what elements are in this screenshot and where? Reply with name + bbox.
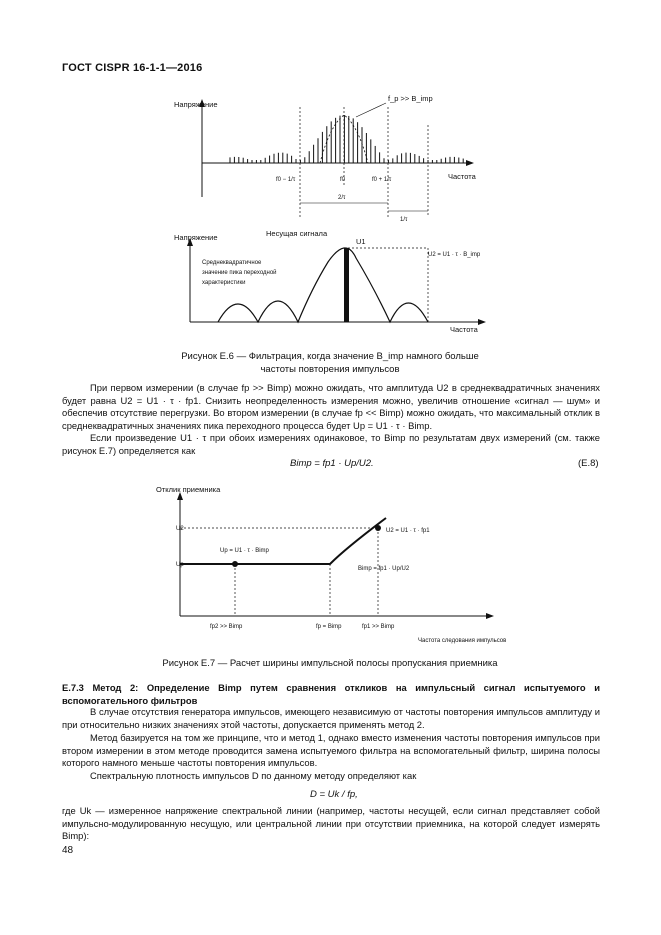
figure-e7-chart: [150, 478, 510, 650]
u2-tick: U2: [176, 526, 184, 532]
span-wide-label: 2/τ: [338, 195, 346, 201]
section-heading: Е.7.3 Метод 2: Определение Bimp путем сравнения откликов на импульсный сигнал испытуемого и вспомогательного фильтров: [62, 682, 600, 706]
label-u2: U2 = U1 · τ · fp1: [386, 528, 430, 534]
y-axis-label: Напряжение: [174, 233, 218, 242]
figure-e7-caption: Рисунок Е.7 — Расчет ширины импульсной полосы пропускания приемника: [162, 658, 498, 669]
x-tick-fp: fp = Bimp: [316, 624, 342, 630]
x-axis-label: Частота: [448, 172, 476, 181]
figure-e6-spectrum: [160, 85, 500, 225]
figure-e6-response: [160, 228, 500, 338]
tick-right: f0 + 1/τ: [372, 177, 392, 183]
spectral-lines: [230, 115, 463, 163]
paragraph-principle: Метод базируется на том же принципе, что и метод 1, однако вместо изменения частоты повторения импульсов при втором измерении в этом методе проводится замена испытуемого фильтра на вспомогательный фильтр, ширина полосы которого намного меньше частоты повторения импульсов.: [62, 732, 600, 769]
tick-left: f0 − 1/τ: [276, 177, 296, 183]
paragraph-method-2: В случае отсутствия генератора импульсов, имеющего независимую от частоты повторения импульсов амплитуду и при относительно низких значениях этой частоты, допускается применять метод 2.: [62, 706, 600, 730]
tick-center: f0: [340, 177, 346, 183]
note-leader: [356, 103, 386, 117]
u2-label: U2 = U1 · τ · B_imp: [428, 252, 481, 258]
x-tick-fp2: fp2 >> Bimp: [210, 624, 243, 630]
paragraph-spectral-density: Спектральную плотность импульсов D по данному методу определяют как: [90, 770, 417, 781]
formula-d: D = Uk / fp,: [310, 789, 358, 800]
page-number: 48: [62, 845, 74, 856]
rms-label-3: характеристики: [202, 280, 246, 286]
carrier-bar: [344, 248, 349, 322]
point-fp2: [232, 561, 238, 567]
span-narrow-label: 1/τ: [400, 217, 408, 223]
x-tick-fp1: fp1 >> Bimp: [362, 624, 395, 630]
x-axis-arrow-icon: [466, 160, 474, 166]
response-curve: [180, 518, 386, 564]
carrier-label: Несущая сигнала: [266, 229, 328, 238]
paragraph-where: где Uk — измеренное напряжение спектральной линии (например, частоты несущей, если сигнал представляет собой импульсно-модулированную несущую, или центральной линии при отсутствии приемника, на которой следует измерять Bimp):: [62, 805, 600, 842]
x-axis-arrow-icon: [478, 319, 486, 325]
u1-label: U1: [356, 237, 366, 246]
x-axis-label: Частота: [450, 325, 478, 334]
note-fp-bimp: f_p >> B_imp: [388, 94, 433, 103]
up-tick: Up: [176, 562, 184, 568]
equation-number-e8: (Е.8): [578, 458, 599, 469]
x-axis-arrow-icon: [486, 613, 494, 619]
label-up: Up = U1 · τ · Bimp: [220, 548, 269, 554]
paragraph-first-measurement: При первом измерении (в случае fp >> Bimp) можно ожидать, что амплитуда U2 в среднеквадратичных значениях будет равна U2 = U1 · τ · fp1. Снизить неопределенность измерения можно, увеличив отношение «сигнал — шум» и обеспечив отсутствие перегрузки. Во втором измерении (в случае fp << Bimp) можно ожидать, что максимальный отклик в среднеквадратичных значениях пика переходного процесса будет Up = U1 · τ · Bimp.: [62, 382, 600, 431]
point-fp1: [375, 525, 381, 531]
formula-e8: Bimp = fp1 · Up/U2.: [290, 458, 374, 469]
y-axis-label: Отклик приемника: [156, 485, 221, 494]
figure-e6-caption: [130, 350, 530, 376]
document-header: ГОСТ CISPR 16-1-1—2016: [62, 62, 203, 74]
rms-label-1: Среднеквадратичное: [202, 260, 262, 266]
paragraph-product: Если произведение U1 · τ при обоих измерениях одинаковое, то Bimp по результатам двух измерений (см. также рисунок Е.7) определяется как: [62, 432, 600, 456]
rms-label-2: значение пика переходной: [202, 270, 277, 276]
y-axis-label: Напряжение: [174, 100, 218, 109]
figure-e6-caption-line-1: Рисунок Е.6 — Фильтрация, когда значение B_imp намного больше: [181, 351, 479, 362]
figure-e6-caption-line-2: частоты повторения импульсов: [260, 364, 400, 375]
label-bimp: Bimp = fp1 · Up/U2: [358, 566, 410, 572]
x-axis-label: Частота следования импульсов: [418, 638, 507, 644]
